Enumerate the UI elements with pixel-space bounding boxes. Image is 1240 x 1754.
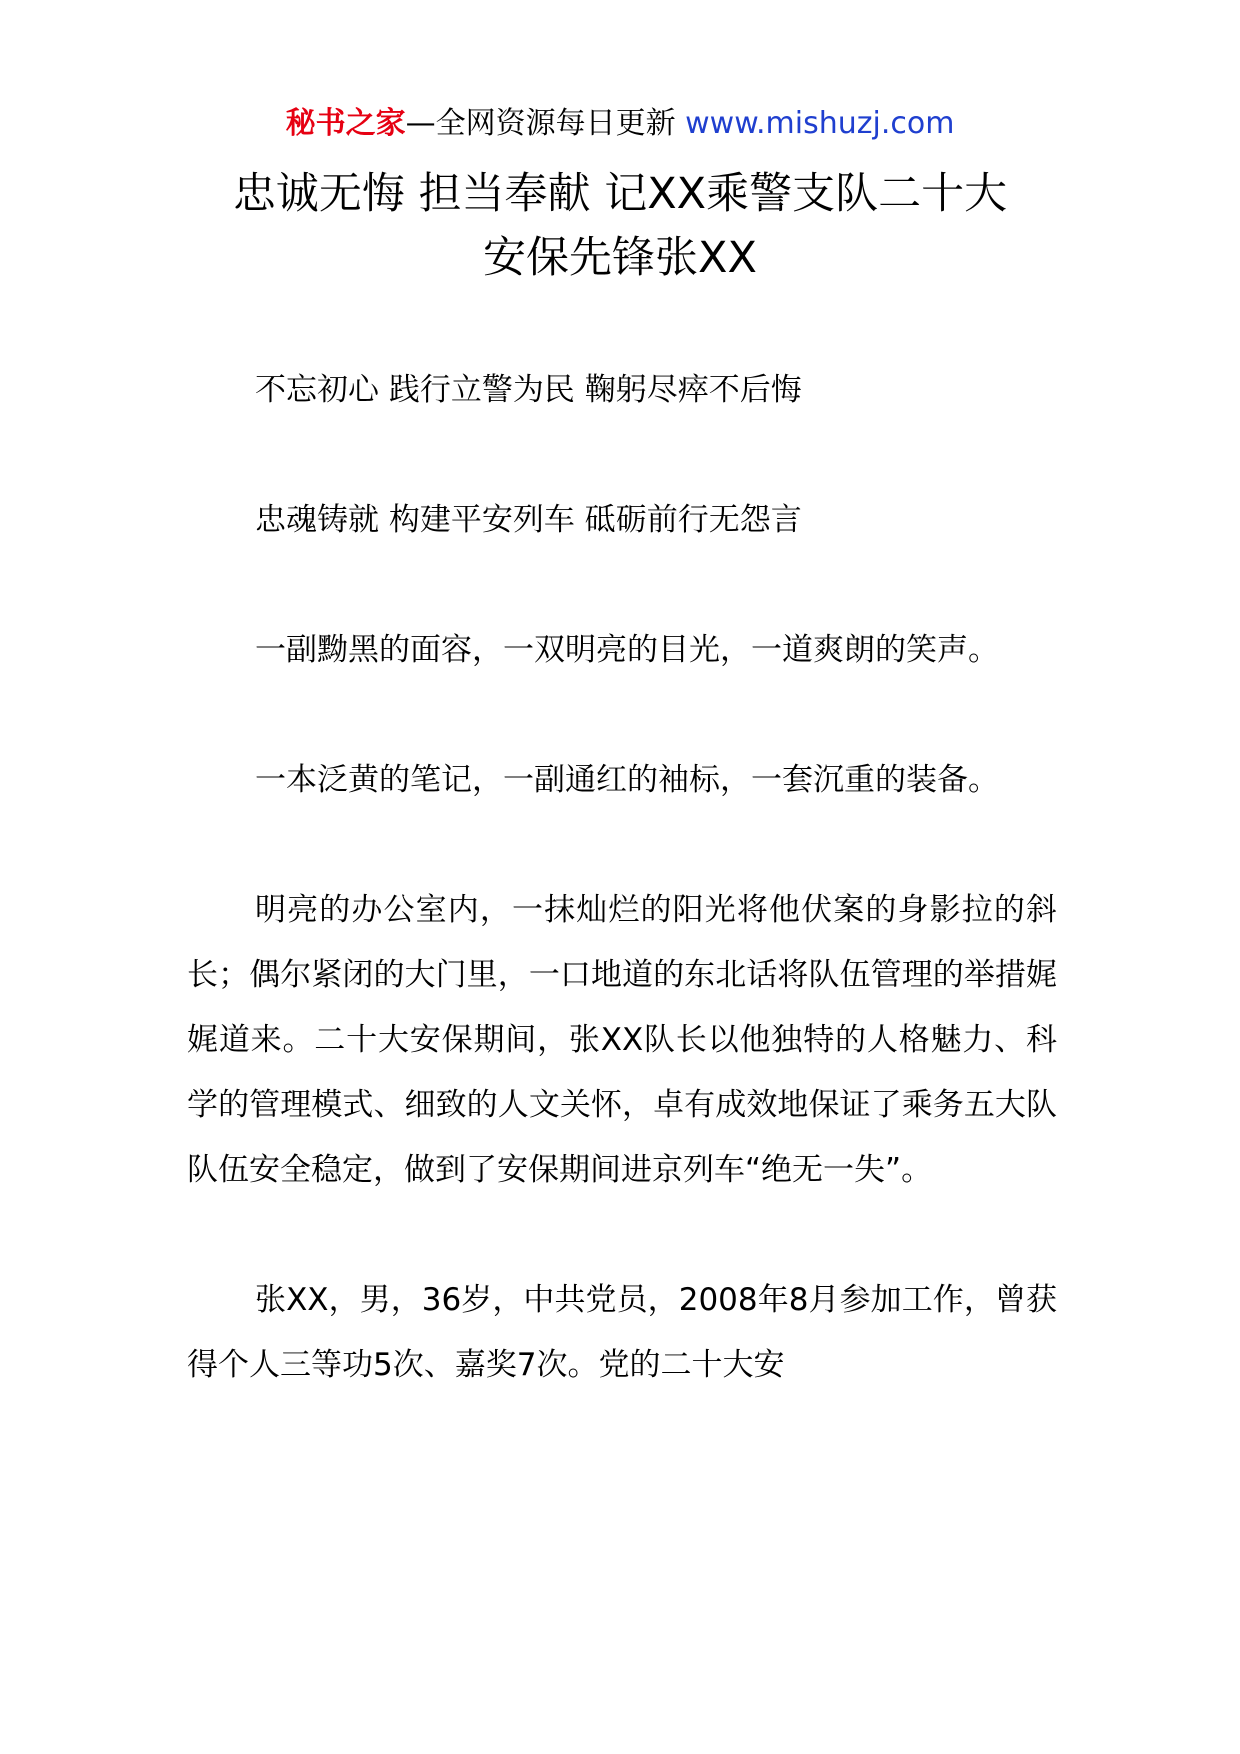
site-header xyxy=(0,104,1240,144)
body-paragraph: 一本泛黄的笔记，一副通红的袖标，一套沉重的装备。 xyxy=(255,762,999,798)
site-url-link[interactable]: www.mishuzj.com xyxy=(685,106,955,141)
site-brand: 秘书之家 xyxy=(285,106,406,141)
body-paragraph: 明亮的办公室内，一抹灿烂的阳光将他伏案的身影拉的斜长；偶尔紧闭的大门里，一口地道的东北话将队伍管理的举措娓娓道来。二十大安保期间，张XX队长以他独特的人格魅力、科学的管理模式、细致的人文关怀，卓有成效地保证了乘务五大队队伍安全稳定，做到了安保期间进京列车“绝无一失”。 xyxy=(187,892,1057,1188)
subtitle-line-1: 不忘初心 践行立警为民 鞠躬尽瘁不后悔 xyxy=(255,372,802,408)
body-paragraph: 张XX，男，36岁，中共党员，2008年8月参加工作，曾获得个人三等功5次、嘉奖7次。党的二十大安 xyxy=(187,1282,1057,1383)
body-paragraph: 一副黝黑的面容，一双明亮的目光，一道爽朗的笑声。 xyxy=(255,632,999,668)
title-line-1: 忠诚无悔 担当奉献 记XX乘警支队二十大 xyxy=(232,169,1008,219)
subtitle-line-2: 忠魂铸就 构建平安列车 砥砺前行无怨言 xyxy=(255,502,802,538)
document-body xyxy=(187,358,1057,1398)
site-tagline: —全网资源每日更新 xyxy=(405,106,686,141)
document-title xyxy=(160,162,1080,290)
title-line-2: 安保先锋张XX xyxy=(483,233,757,283)
